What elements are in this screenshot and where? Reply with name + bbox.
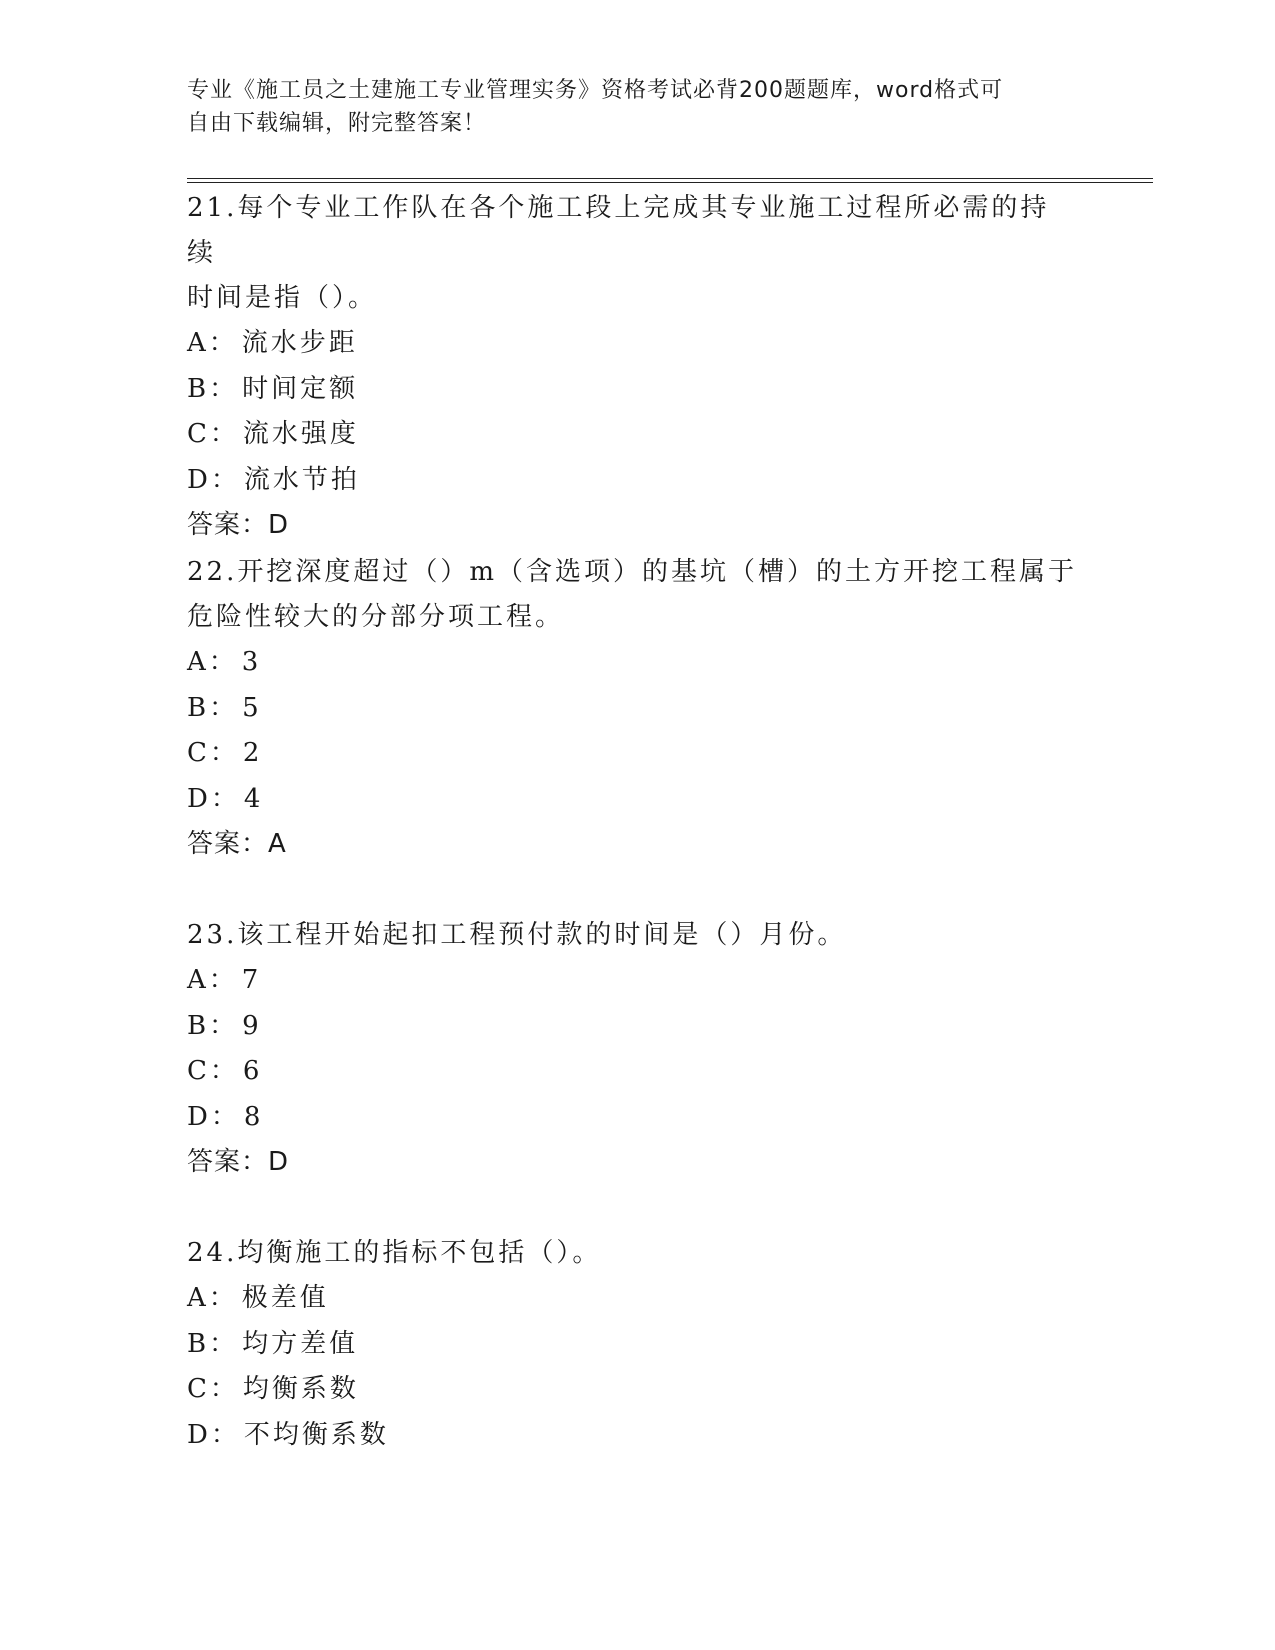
option-separator: ： xyxy=(208,328,238,358)
option-key: B xyxy=(187,1328,210,1359)
document-header xyxy=(187,74,1067,140)
option-key: B xyxy=(187,1010,210,1041)
option-a xyxy=(187,958,1077,1004)
option-d xyxy=(187,458,1077,504)
option-c xyxy=(187,1367,1077,1413)
option-text: 2 xyxy=(242,738,263,768)
option-key: D xyxy=(187,783,211,814)
option-separator: ： xyxy=(208,1283,238,1313)
header-line-2: 自由下载编辑，附完整答案！ xyxy=(187,111,487,136)
option-text: 6 xyxy=(242,1056,263,1086)
question-text-line: 21.每个专业工作队在各个施工段上完成其专业施工过程所必需的持续 xyxy=(187,193,1050,268)
option-text: 流水步距 xyxy=(241,328,358,358)
answer-line: 答案：D xyxy=(187,510,290,540)
option-separator: ： xyxy=(210,464,240,495)
option-d xyxy=(187,777,1077,823)
option-a xyxy=(187,321,1077,367)
option-b xyxy=(187,686,1077,732)
option-key: C xyxy=(187,738,210,768)
question-text-line: 时间是指（）。 xyxy=(187,283,378,313)
answer-line: 答案：D xyxy=(187,1147,290,1177)
question-text-line: 危险性较大的分部分项工程。 xyxy=(187,602,565,632)
option-separator: ： xyxy=(210,1101,240,1132)
option-separator: ： xyxy=(209,1056,239,1086)
option-separator: ： xyxy=(209,1328,239,1359)
option-text: 8 xyxy=(243,1101,264,1132)
option-key: D xyxy=(187,464,211,495)
option-text: 7 xyxy=(241,965,262,995)
option-b xyxy=(187,1004,1077,1050)
option-key: D xyxy=(187,1419,211,1450)
header-line-1: 专业《施工员之土建施工专业管理实务》资格考试必背200题题库，word格式可 xyxy=(187,78,1004,103)
answer-line: 答案：A xyxy=(187,829,287,859)
question-22 xyxy=(187,550,1077,867)
question-text-line: 24.均衡施工的指标不包括（）。 xyxy=(187,1238,602,1268)
option-separator: ： xyxy=(209,692,239,723)
option-separator: ： xyxy=(210,783,240,814)
option-c xyxy=(187,412,1077,458)
option-separator: ： xyxy=(209,1010,239,1041)
header-divider-top xyxy=(187,178,1153,179)
option-key: C xyxy=(187,1374,210,1404)
option-c xyxy=(187,731,1077,777)
option-c xyxy=(187,1049,1077,1095)
option-key: D xyxy=(187,1101,211,1132)
option-b xyxy=(187,1322,1077,1368)
option-key: A xyxy=(187,328,209,358)
option-text: 不均衡系数 xyxy=(243,1419,389,1450)
option-key: A xyxy=(187,647,209,677)
option-separator: ： xyxy=(209,738,239,768)
option-text: 均方差值 xyxy=(242,1328,359,1359)
option-key: C xyxy=(187,419,210,449)
option-text: 3 xyxy=(241,647,262,677)
option-text: 5 xyxy=(242,692,262,723)
option-text: 时间定额 xyxy=(242,373,359,404)
option-separator: ： xyxy=(208,647,238,677)
option-d xyxy=(187,1095,1077,1141)
option-separator: ： xyxy=(209,373,239,404)
option-key: A xyxy=(187,1283,209,1313)
option-text: 均衡系数 xyxy=(242,1374,359,1404)
option-text: 9 xyxy=(242,1010,262,1041)
option-key: A xyxy=(187,965,209,995)
option-text: 流水节拍 xyxy=(243,464,360,495)
option-separator: ： xyxy=(208,965,238,995)
option-separator: ： xyxy=(209,419,239,449)
option-d xyxy=(187,1413,1077,1459)
option-a xyxy=(187,1276,1077,1322)
option-separator: ： xyxy=(210,1419,240,1450)
question-text-line: 23.该工程开始起扣工程预付款的时间是（）月份。 xyxy=(187,920,847,950)
question-24 xyxy=(187,1231,1077,1458)
question-text-line: 22.开挖深度超过（）m（含选项）的基坑（槽）的土方开挖工程属于 xyxy=(187,557,1078,587)
option-key: B xyxy=(187,373,210,404)
option-key: B xyxy=(187,692,210,723)
option-b xyxy=(187,367,1077,413)
option-separator: ： xyxy=(209,1374,239,1404)
question-21 xyxy=(187,186,1077,548)
header-divider-bottom xyxy=(187,182,1153,183)
option-text: 流水强度 xyxy=(242,419,359,449)
option-text: 4 xyxy=(243,783,264,814)
option-text: 极差值 xyxy=(241,1283,329,1313)
option-a xyxy=(187,640,1077,686)
question-23 xyxy=(187,913,1077,1185)
option-key: C xyxy=(187,1056,210,1086)
